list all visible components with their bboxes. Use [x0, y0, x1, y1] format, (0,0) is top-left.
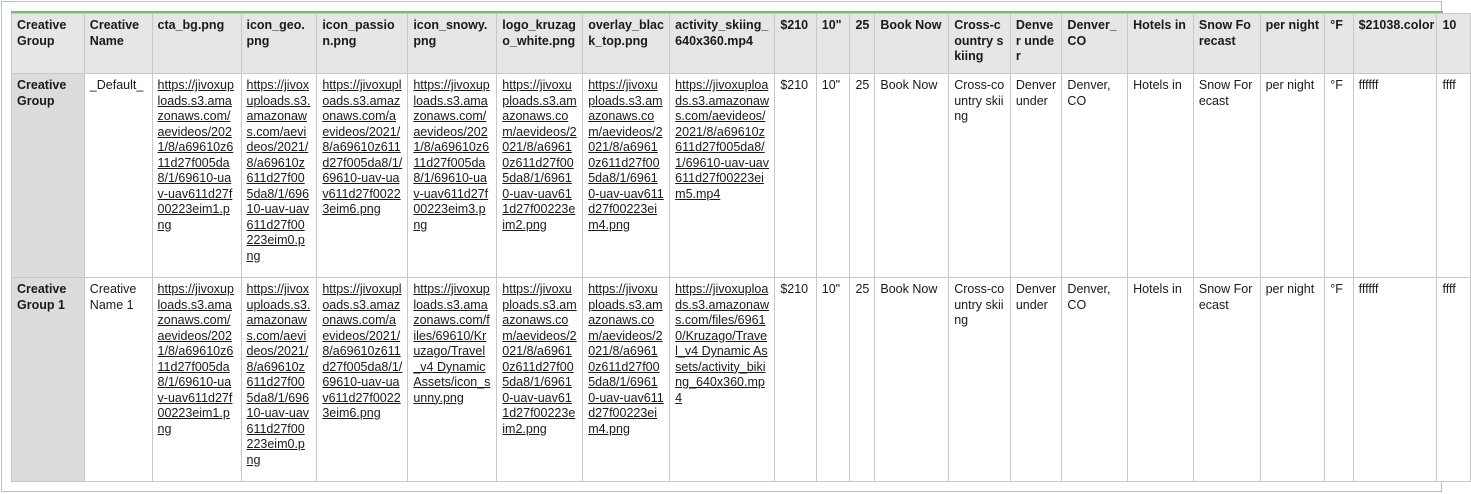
- table-cell[interactable]: Book Now: [875, 278, 949, 482]
- row-name-cell[interactable]: Creative Name 1: [84, 278, 152, 482]
- table-cell[interactable]: 10": [816, 74, 849, 278]
- url-cell[interactable]: [241, 74, 317, 278]
- header-cell-icon-snowy[interactable]: icon_snowy.png: [408, 14, 497, 74]
- table-row: [12, 74, 1471, 278]
- header-cell-snow-forecast[interactable]: Snow Forecast: [1193, 14, 1260, 74]
- url-cell[interactable]: [408, 74, 497, 278]
- url-cell[interactable]: [241, 278, 317, 482]
- url-cell[interactable]: [670, 74, 775, 278]
- url-cell[interactable]: [152, 278, 241, 482]
- header-cell-creative-name[interactable]: Creative Name: [84, 14, 152, 74]
- table-cell[interactable]: $210: [775, 278, 816, 482]
- table-cell[interactable]: Denver, CO: [1062, 74, 1128, 278]
- url-cell[interactable]: [583, 74, 670, 278]
- header-cell-activity[interactable]: Cross-country skiing: [949, 14, 1011, 74]
- header-cell-activity-video[interactable]: activity_skiing_640x360.mp4: [670, 14, 775, 74]
- header-row: [12, 14, 1471, 74]
- header-cell-location[interactable]: Denver_CO: [1062, 14, 1128, 74]
- creative-table: [11, 13, 1471, 482]
- table-cell[interactable]: $210: [775, 74, 816, 278]
- table-cell[interactable]: Cross-country skiing: [949, 74, 1011, 278]
- header-cell-cta-bg[interactable]: cta_bg.png: [152, 14, 241, 74]
- url-cell[interactable]: [497, 278, 583, 482]
- table-cell[interactable]: Book Now: [875, 74, 949, 278]
- url-cell[interactable]: [670, 278, 775, 482]
- header-cell-per-night[interactable]: per night: [1260, 14, 1325, 74]
- row-group-cell[interactable]: Creative Group: [12, 74, 85, 278]
- table-cell[interactable]: 25: [850, 278, 875, 482]
- table-cell[interactable]: °F: [1325, 278, 1353, 482]
- asset-link[interactable]: https://jivoxuploads.s3.amazonaws.com/aevideos/2021/8/a69610z611d27f005da8/1/69610-uav-uav611d27f00223eim5.mp4: [675, 78, 769, 201]
- table-cell[interactable]: Snow Forecast: [1193, 74, 1260, 278]
- asset-link[interactable]: https://jivoxuploads.s3.amazonaws.com/files/69610/Kruzago/Travel_v4 Dynamic Assets/activity_biking_640x360.mp4: [675, 282, 769, 405]
- table-cell[interactable]: °F: [1325, 74, 1353, 278]
- table-row: [12, 278, 1471, 482]
- table-cell[interactable]: Denver under: [1010, 74, 1062, 278]
- table-cell[interactable]: per night: [1260, 74, 1325, 278]
- table-cell[interactable]: 10": [816, 278, 849, 482]
- header-cell-logo[interactable]: logo_kruzago_white.png: [497, 14, 583, 74]
- header-cell-unit[interactable]: °F: [1325, 14, 1353, 74]
- url-cell[interactable]: [497, 74, 583, 278]
- table-cell[interactable]: Cross-country skiing: [949, 278, 1011, 482]
- table-cell[interactable]: Denver, CO: [1062, 278, 1128, 482]
- header-cell-temp[interactable]: 25: [850, 14, 875, 74]
- row-name-cell[interactable]: _Default_: [84, 74, 152, 278]
- url-cell[interactable]: [408, 278, 497, 482]
- table-cell[interactable]: ffff: [1437, 74, 1471, 278]
- header-cell-extra[interactable]: 10: [1437, 14, 1471, 74]
- asset-link[interactable]: https://jivoxuploads.s3.amazonaws.com/aevideos/2021/8/a69610z611d27f005da8/1/69610-uav-uav611d27f00223eim4.png: [588, 78, 664, 232]
- row-group-cell[interactable]: Creative Group 1: [12, 278, 85, 482]
- table-cell[interactable]: Hotels in: [1128, 278, 1194, 482]
- asset-link[interactable]: https://jivoxuploads.s3.amazonaws.com/aevideos/2021/8/a69610z611d27f005da8/1/69610-uav-uav611d27f00223eim0.png: [246, 78, 311, 263]
- header-cell-denver-under[interactable]: Denver under: [1010, 14, 1062, 74]
- asset-link[interactable]: https://jivoxuploads.s3.amazonaws.com/aevideos/2021/8/a69610z611d27f005da8/1/69610-uav-uav611d27f00223eim6.png: [322, 282, 403, 420]
- asset-link[interactable]: https://jivoxuploads.s3.amazonaws.com/aevideos/2021/8/a69610z611d27f005da8/1/69610-uav-uav611d27f00223eim2.png: [502, 282, 577, 436]
- header-cell-icon-geo[interactable]: icon_geo.png: [241, 14, 317, 74]
- asset-link[interactable]: https://jivoxuploads.s3.amazonaws.com/aevideos/2021/8/a69610z611d27f005da8/1/69610-uav-uav611d27f00223eim3.png: [413, 78, 490, 232]
- table-cell[interactable]: 25: [850, 74, 875, 278]
- asset-link[interactable]: https://jivoxuploads.s3.amazonaws.com/aevideos/2021/8/a69610z611d27f005da8/1/69610-uav-uav611d27f00223eim1.png: [157, 282, 234, 436]
- table-cell[interactable]: ffffff: [1353, 278, 1437, 482]
- header-cell-price[interactable]: $210: [775, 14, 816, 74]
- asset-link[interactable]: https://jivoxuploads.s3.amazonaws.com/aevideos/2021/8/a69610z611d27f005da8/1/69610-uav-uav611d27f00223eim4.png: [588, 282, 664, 436]
- header-cell-overlay[interactable]: overlay_black_top.png: [583, 14, 670, 74]
- asset-link[interactable]: https://jivoxuploads.s3.amazonaws.com/aevideos/2021/8/a69610z611d27f005da8/1/69610-uav-uav611d27f00223eim2.png: [502, 78, 577, 232]
- table-cell[interactable]: ffff: [1437, 278, 1471, 482]
- asset-link[interactable]: https://jivoxuploads.s3.amazonaws.com/aevideos/2021/8/a69610z611d27f005da8/1/69610-uav-uav611d27f00223eim0.png: [246, 282, 311, 467]
- header-cell-snow-depth[interactable]: 10": [816, 14, 849, 74]
- header-cell-hotels-in[interactable]: Hotels in: [1128, 14, 1194, 74]
- header-cell-creative-group[interactable]: Creative Group: [12, 14, 85, 74]
- url-cell[interactable]: [152, 74, 241, 278]
- header-cell-icon-passion[interactable]: icon_passion.png: [317, 14, 408, 74]
- header-cell-cta-text[interactable]: Book Now: [875, 14, 949, 74]
- table-cell[interactable]: ffffff: [1353, 74, 1437, 278]
- spreadsheet-viewport: [11, 11, 1457, 489]
- asset-link[interactable]: https://jivoxuploads.s3.amazonaws.com/files/69610/Kruzago/Travel_v4 Dynamic Assets/icon_sunny.png: [413, 282, 491, 405]
- table-cell[interactable]: Hotels in: [1128, 74, 1194, 278]
- table-cell[interactable]: Snow Forecast: [1193, 278, 1260, 482]
- url-cell[interactable]: [317, 278, 408, 482]
- url-cell[interactable]: [317, 74, 408, 278]
- table-cell[interactable]: Denver under: [1010, 278, 1062, 482]
- asset-link[interactable]: https://jivoxuploads.s3.amazonaws.com/aevideos/2021/8/a69610z611d27f005da8/1/69610-uav-uav611d27f00223eim6.png: [322, 78, 403, 216]
- asset-link[interactable]: https://jivoxuploads.s3.amazonaws.com/aevideos/2021/8/a69610z611d27f005da8/1/69610-uav-uav611d27f00223eim1.png: [157, 78, 234, 232]
- table-cell[interactable]: per night: [1260, 278, 1325, 482]
- url-cell[interactable]: [583, 278, 670, 482]
- spreadsheet-frame: [1, 1, 1457, 492]
- header-cell-color[interactable]: $21038.color: [1353, 14, 1437, 74]
